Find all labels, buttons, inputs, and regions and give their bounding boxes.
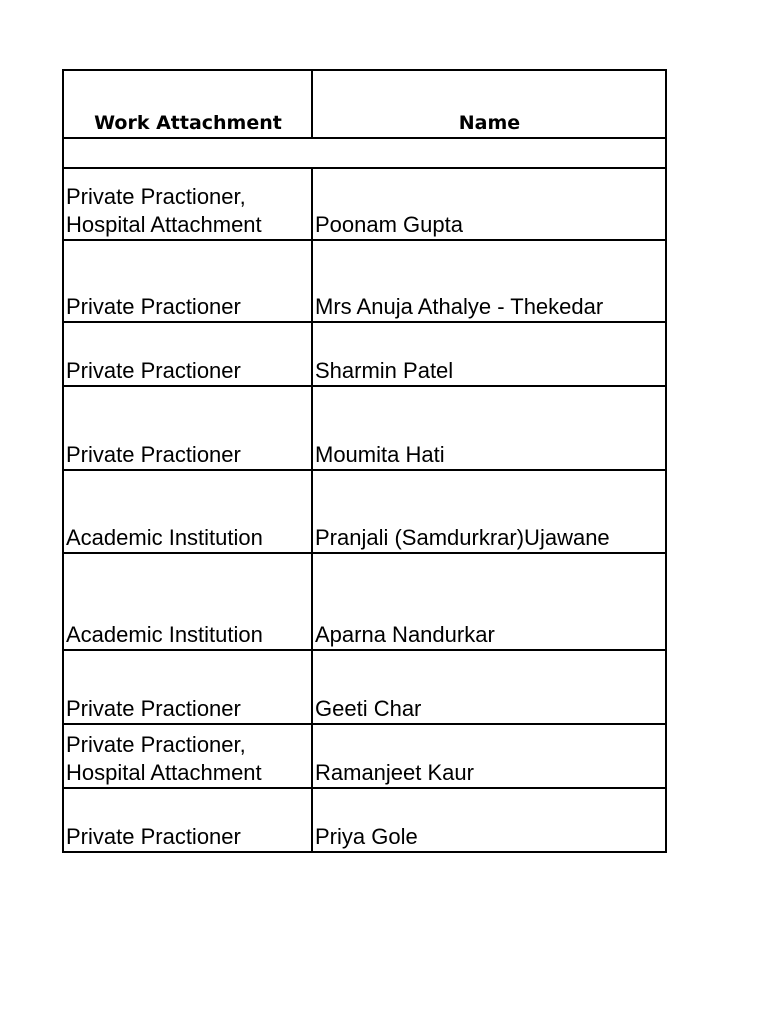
name-cell: Geeti Char xyxy=(312,650,666,724)
table-row xyxy=(63,553,666,650)
work-attachment-line: Private Practioner xyxy=(66,294,241,319)
table-row xyxy=(63,240,666,322)
table-row xyxy=(63,168,666,240)
work-attachment-cell xyxy=(63,650,312,724)
name-cell: Poonam Gupta xyxy=(312,168,666,240)
table-row xyxy=(63,386,666,470)
name-cell: Sharmin Patel xyxy=(312,322,666,386)
table-row xyxy=(63,470,666,553)
work-attachment-line: Hospital Attachment xyxy=(66,212,262,237)
blank-row xyxy=(63,138,666,168)
name-cell: Moumita Hati xyxy=(312,386,666,470)
work-attachment-line: Private Practioner xyxy=(66,696,241,721)
name-cell: Mrs Anuja Athalye - Thekedar xyxy=(312,240,666,322)
work-attachment-cell xyxy=(63,788,312,852)
work-attachment-line: Private Practioner xyxy=(66,824,241,849)
name-cell: Pranjali (Samdurkrar)Ujawane xyxy=(312,470,666,553)
table-row xyxy=(63,650,666,724)
work-attachment-cell xyxy=(63,168,312,240)
work-attachment-line: Academic Institution xyxy=(66,525,263,550)
work-attachment-cell xyxy=(63,386,312,470)
work-attachment-line: Private Practioner, xyxy=(66,184,246,209)
work-attachment-line: Hospital Attachment xyxy=(66,760,262,785)
table-row xyxy=(63,724,666,788)
work-attachment-line: Private Practioner xyxy=(66,358,241,383)
name-cell: Ramanjeet Kaur xyxy=(312,724,666,788)
data-table xyxy=(62,69,667,853)
table-row xyxy=(63,788,666,852)
header-row xyxy=(63,70,666,138)
table-row xyxy=(63,322,666,386)
column-header-work-attachment: Work Attachment xyxy=(63,70,312,138)
work-attachment-cell xyxy=(63,470,312,553)
work-attachment-line: Academic Institution xyxy=(66,622,263,647)
work-attachment-line: Private Practioner, xyxy=(66,732,246,757)
work-attachment-cell xyxy=(63,240,312,322)
work-attachment-line: Private Practioner xyxy=(66,442,241,467)
work-attachment-cell xyxy=(63,553,312,650)
work-attachment-cell xyxy=(63,322,312,386)
name-cell: Priya Gole xyxy=(312,788,666,852)
blank-cell xyxy=(63,138,666,168)
column-header-name: Name xyxy=(312,70,666,138)
work-attachment-cell xyxy=(63,724,312,788)
name-cell: Aparna Nandurkar xyxy=(312,553,666,650)
